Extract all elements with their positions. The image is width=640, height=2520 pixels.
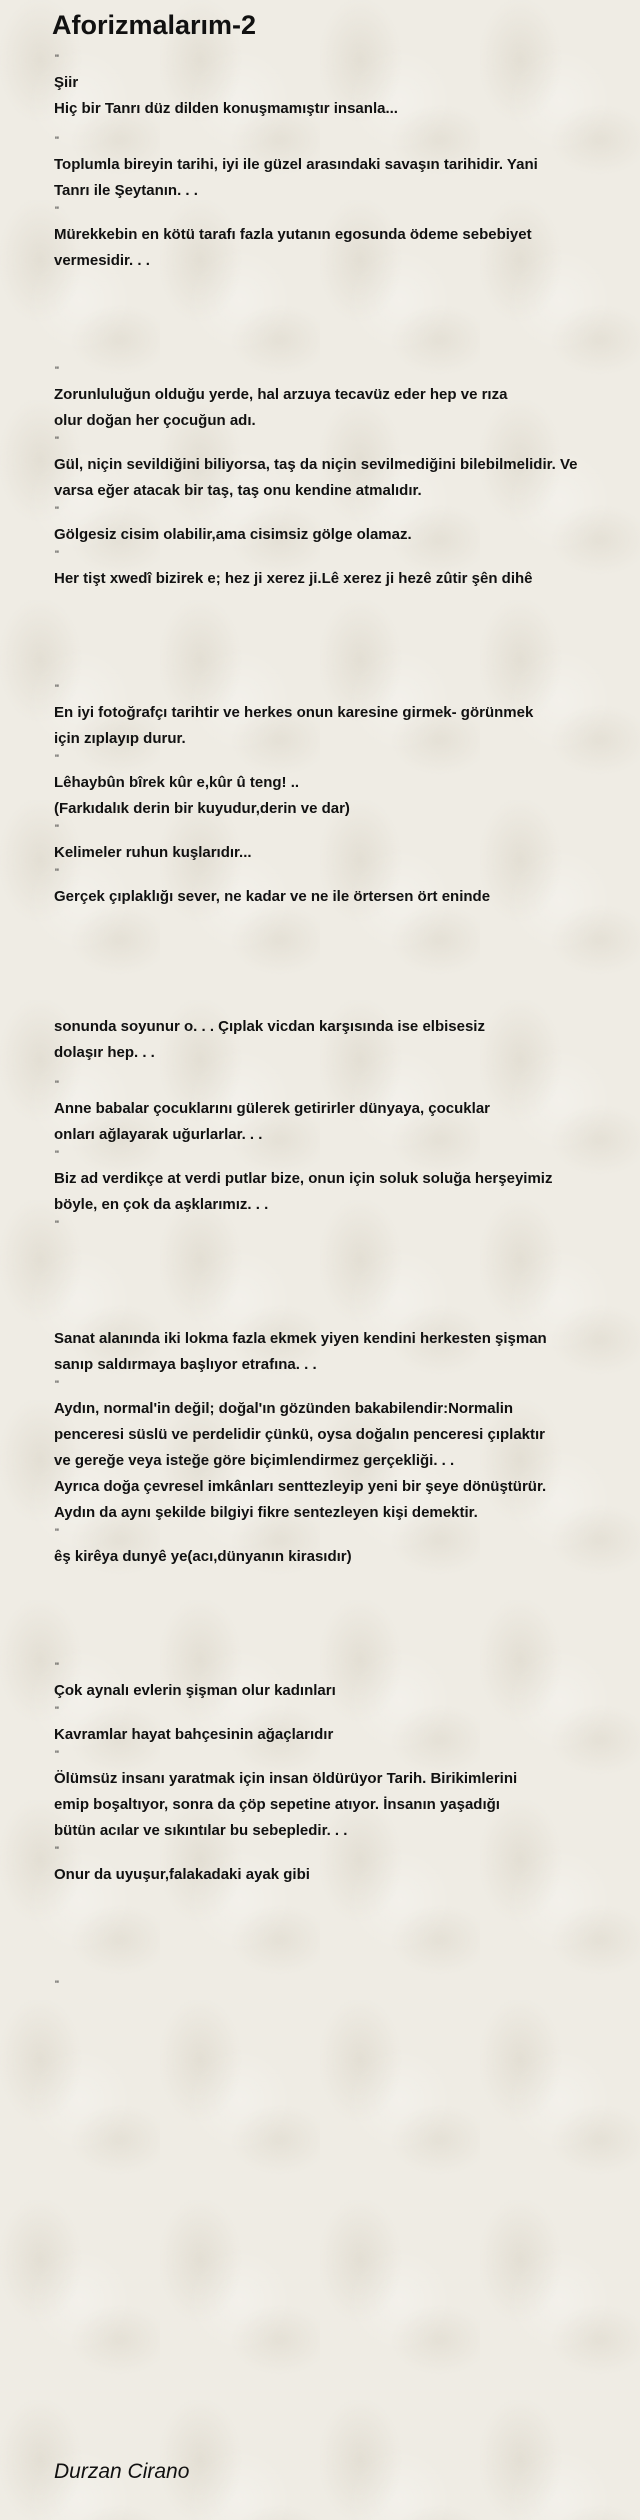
poem-line: için zıplayıp durur. <box>54 730 186 747</box>
poem-line: Ayrıca doğa çevresel imkânları senttezleyip yeni bir şeye dönüştürür. <box>54 1478 547 1495</box>
quote-mark: " <box>55 549 59 561</box>
poem-line: Kelimeler ruhun kuşlarıdır... <box>54 844 252 861</box>
poem-line: varsa eğer atacak bir taş, taş onu kendine atmalıdır. <box>54 482 422 499</box>
poem-title: Aforizmalarım-2 <box>52 10 257 40</box>
poem-line: Onur da uyuşur,falakadaki ayak gibi <box>54 1866 310 1883</box>
poem-line: Tanrı ile Şeytanın. . . <box>54 182 198 199</box>
poem-line: Mürekkebin en kötü tarafı fazla yutanın egosunda ödeme sebebiyet <box>54 226 532 243</box>
quote-mark: " <box>55 435 59 447</box>
poem-line: Biz ad verdikçe at verdi putlar bize, onun için soluk soluğa herşeyimiz <box>54 1170 553 1187</box>
quote-mark: " <box>55 1661 59 1673</box>
poem-line: sanıp saldırmaya başlıyor etrafına. . . <box>54 1356 317 1373</box>
poem-line: Kavramlar hayat bahçesinin ağaçlarıdır <box>54 1726 334 1743</box>
poem-line: bütün acılar ve sıkıntılar bu sebepledir. . . <box>54 1822 348 1839</box>
quote-mark: " <box>55 53 59 65</box>
quote-mark: " <box>55 823 59 835</box>
author-signature: Durzan Cirano <box>54 2460 190 2483</box>
poem-line: (Farkıdalık derin bir kuyudur,derin ve dar) <box>54 800 350 817</box>
poem-line: Toplumla bireyin tarihi, iyi ile güzel arasındaki savaşın tarihidir. Yani <box>54 156 538 173</box>
poem-line: Aydın, normal'in değil; doğal'ın gözünden bakabilendir:Normalin <box>54 1400 514 1417</box>
quote-mark: " <box>55 1705 59 1717</box>
poem-line: dolaşır hep. . . <box>54 1044 155 1061</box>
poem-line: Anne babalar çocuklarını gülerek getirirler dünyaya, çocuklar <box>54 1100 490 1117</box>
quote-mark: " <box>55 1149 59 1161</box>
poem-line: Aydın da aynı şekilde bilgiyi fikre sentezleyen kişi demektir. <box>54 1504 478 1521</box>
poem-line: penceresi süslü ve perdelidir çünkü, oysa doğalın penceresi çıplaktır <box>54 1426 546 1443</box>
quote-mark: " <box>55 1379 59 1391</box>
poem-line: Her tişt xwedî bizirek e; hez ji xerez ji.Lê xerez ji hezê zûtir şên dihê <box>54 570 533 587</box>
quote-mark: " <box>55 753 59 765</box>
poem-line: Gölgesiz cisim olabilir,ama cisimsiz gölge olamaz. <box>54 526 412 543</box>
poem-line: sonunda soyunur o. . . Çıplak vicdan karşısında ise elbisesiz <box>54 1018 485 1035</box>
poem-line: êş kirêya dunyê ye(acı,dünyanın kirasıdır) <box>54 1548 352 1565</box>
quote-mark: " <box>55 205 59 217</box>
poem-line: vermesidir. . . <box>54 252 150 269</box>
poem-line: emip boşaltıyor, sonra da çöp sepetine atıyor. İnsanın yaşadığı <box>54 1796 500 1813</box>
quote-mark: " <box>55 683 59 695</box>
quote-mark: " <box>55 1079 59 1091</box>
poem-line: Lêhaybûn bîrek kûr e,kûr û teng! .. <box>54 774 300 791</box>
poem-line: Zorunluluğun olduğu yerde, hal arzuya tecavüz eder hep ve rıza <box>54 386 508 403</box>
quote-mark: " <box>55 867 59 879</box>
poem-line: En iyi fotoğrafçı tarihtir ve herkes onun karesine girmek- görünmek <box>54 704 534 721</box>
poem-line: böyle, en çok da aşklarımız. . . <box>54 1196 269 1213</box>
quote-mark: " <box>55 1845 59 1857</box>
poem-line: onları ağlayarak uğurlarlar. . . <box>54 1126 263 1143</box>
quote-mark: " <box>55 1979 59 1991</box>
quote-mark: " <box>55 1219 59 1231</box>
poem-line: Sanat alanında iki lokma fazla ekmek yiyen kendini herkesten şişman <box>54 1330 547 1347</box>
quote-mark: " <box>55 1527 59 1539</box>
poem-line: Hiç bir Tanrı düz dilden konuşmamıştır insanla... <box>54 100 398 117</box>
poem-line: Gerçek çıplaklığı sever, ne kadar ve ne ile örtersen ört eninde <box>54 888 491 905</box>
quote-mark: " <box>55 135 59 147</box>
poem-line: olur doğan her çocuğun adı. <box>54 412 256 429</box>
quote-mark: " <box>55 365 59 377</box>
poem-line: Ölümsüz insanı yaratmak için insan öldürüyor Tarih. Birikimlerini <box>54 1770 518 1787</box>
quote-mark: " <box>55 505 59 517</box>
poem-line: Şiir <box>54 74 79 91</box>
poem-line: Gül, niçin sevildiğini biliyorsa, taş da niçin sevilmediğini bilebilmelidir. Ve <box>54 456 578 473</box>
poem-line: Çok aynalı evlerin şişman olur kadınları <box>54 1682 336 1699</box>
poem-line: ve gereğe veya isteğe göre biçimlendirmez gerçekliği. . . <box>54 1452 455 1469</box>
quote-mark: " <box>55 1749 59 1761</box>
poem-body <box>54 52 629 1996</box>
